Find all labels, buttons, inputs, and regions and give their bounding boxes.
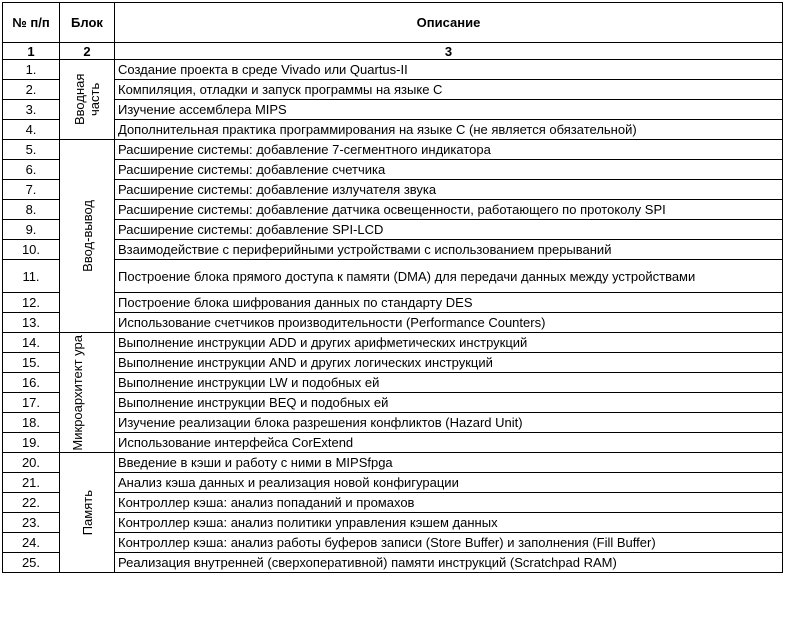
row-desc: Выполнение инструкции ADD и других арифметических инструкций xyxy=(115,333,783,353)
row-desc: Использование счетчиков производительности (Performance Counters) xyxy=(115,313,783,333)
row-desc: Расширение системы: добавление датчика освещенности, работающего по протоколу SPI xyxy=(115,200,783,220)
block-cell-io xyxy=(60,140,115,333)
row-desc: Компиляция, отладки и запуск программы на языке C xyxy=(115,80,783,100)
row-num: 20. xyxy=(3,453,60,473)
table-row xyxy=(3,260,783,293)
row-desc: Выполнение инструкции AND и других логических инструкций xyxy=(115,353,783,373)
table-row xyxy=(3,493,783,513)
block-label: Вводная часть xyxy=(72,73,102,126)
header-block: Блок xyxy=(60,3,115,43)
table-row xyxy=(3,413,783,433)
block-label: Ввод-вывод xyxy=(79,200,95,272)
table-row xyxy=(3,533,783,553)
block-label: Микроархитект ура xyxy=(70,334,85,451)
table-row xyxy=(3,373,783,393)
row-num: 23. xyxy=(3,513,60,533)
row-desc: Построение блока шифрования данных по стандарту DES xyxy=(115,293,783,313)
row-num: 7. xyxy=(3,180,60,200)
row-desc: Взаимодействие с периферийными устройствами с использованием прерываний xyxy=(115,240,783,260)
row-desc: Расширение системы: добавление счетчика xyxy=(115,160,783,180)
row-num: 21. xyxy=(3,473,60,493)
row-desc: Использование интерфейса CorExtend xyxy=(115,433,783,453)
row-desc: Контроллер кэша: анализ работы буферов записи (Store Buffer) и заполнения (Fill Buffer) xyxy=(115,533,783,553)
row-num: 10. xyxy=(3,240,60,260)
table-row xyxy=(3,180,783,200)
block-cell-intro xyxy=(60,60,115,140)
table-row xyxy=(3,220,783,240)
row-desc: Контроллер кэша: анализ попаданий и промахов xyxy=(115,493,783,513)
table-row xyxy=(3,333,783,353)
row-desc: Расширение системы: добавление излучателя звука xyxy=(115,180,783,200)
table-row xyxy=(3,120,783,140)
row-num: 9. xyxy=(3,220,60,240)
row-desc: Изучение ассемблера MIPS xyxy=(115,100,783,120)
table-row xyxy=(3,140,783,160)
table-row xyxy=(3,160,783,180)
row-desc: Введение в кэши и работу с ними в MIPSfpga xyxy=(115,453,783,473)
row-desc: Изучение реализации блока разрешения конфликтов (Hazard Unit) xyxy=(115,413,783,433)
lab-table xyxy=(2,2,783,573)
row-num: 17. xyxy=(3,393,60,413)
row-desc: Расширение системы: добавление SPI-LCD xyxy=(115,220,783,240)
row-num: 3. xyxy=(3,100,60,120)
row-num: 13. xyxy=(3,313,60,333)
row-desc: Расширение системы: добавление 7-сегментного индикатора xyxy=(115,140,783,160)
row-num: 8. xyxy=(3,200,60,220)
row-num: 16. xyxy=(3,373,60,393)
row-desc: Создание проекта в среде Vivado или Quartus-II xyxy=(115,60,783,80)
row-num: 14. xyxy=(3,333,60,353)
column-number-row xyxy=(3,43,783,60)
table-row xyxy=(3,200,783,220)
table-row xyxy=(3,473,783,493)
colnum-2: 2 xyxy=(60,43,115,60)
table-row xyxy=(3,453,783,473)
table-row xyxy=(3,60,783,80)
colnum-3: 3 xyxy=(115,43,783,60)
table-row xyxy=(3,240,783,260)
row-desc: Выполнение инструкции BEQ и подобных ей xyxy=(115,393,783,413)
table-header-row xyxy=(3,3,783,43)
table-row xyxy=(3,513,783,533)
block-label: Память xyxy=(79,489,95,536)
table-row xyxy=(3,313,783,333)
row-desc: Построение блока прямого доступа к памяти (DMA) для передачи данных между устройствами xyxy=(115,260,783,293)
table-row xyxy=(3,553,783,573)
colnum-1: 1 xyxy=(3,43,60,60)
header-num: № п/п xyxy=(3,3,60,43)
row-num: 4. xyxy=(3,120,60,140)
table-row xyxy=(3,353,783,373)
row-num: 25. xyxy=(3,553,60,573)
row-num: 5. xyxy=(3,140,60,160)
row-num: 11. xyxy=(3,260,60,293)
row-num: 18. xyxy=(3,413,60,433)
row-num: 12. xyxy=(3,293,60,313)
row-desc: Выполнение инструкции LW и подобных ей xyxy=(115,373,783,393)
block-cell-microarch xyxy=(60,333,115,453)
row-num: 1. xyxy=(3,60,60,80)
row-num: 6. xyxy=(3,160,60,180)
table-row xyxy=(3,293,783,313)
table-row xyxy=(3,80,783,100)
table-row xyxy=(3,433,783,453)
block-cell-memory xyxy=(60,453,115,573)
header-desc: Описание xyxy=(115,3,783,43)
row-desc: Реализация внутренней (сверхоперативной) памяти инструкций (Scratchpad RAM) xyxy=(115,553,783,573)
row-num: 24. xyxy=(3,533,60,553)
table-row xyxy=(3,393,783,413)
table-row xyxy=(3,100,783,120)
row-desc: Дополнительная практика программирования на языке C (не является обязательной) xyxy=(115,120,783,140)
row-num: 15. xyxy=(3,353,60,373)
row-num: 2. xyxy=(3,80,60,100)
row-desc: Контроллер кэша: анализ политики управления кэшем данных xyxy=(115,513,783,533)
row-num: 19. xyxy=(3,433,60,453)
row-num: 22. xyxy=(3,493,60,513)
row-desc: Анализ кэша данных и реализация новой конфигурации xyxy=(115,473,783,493)
